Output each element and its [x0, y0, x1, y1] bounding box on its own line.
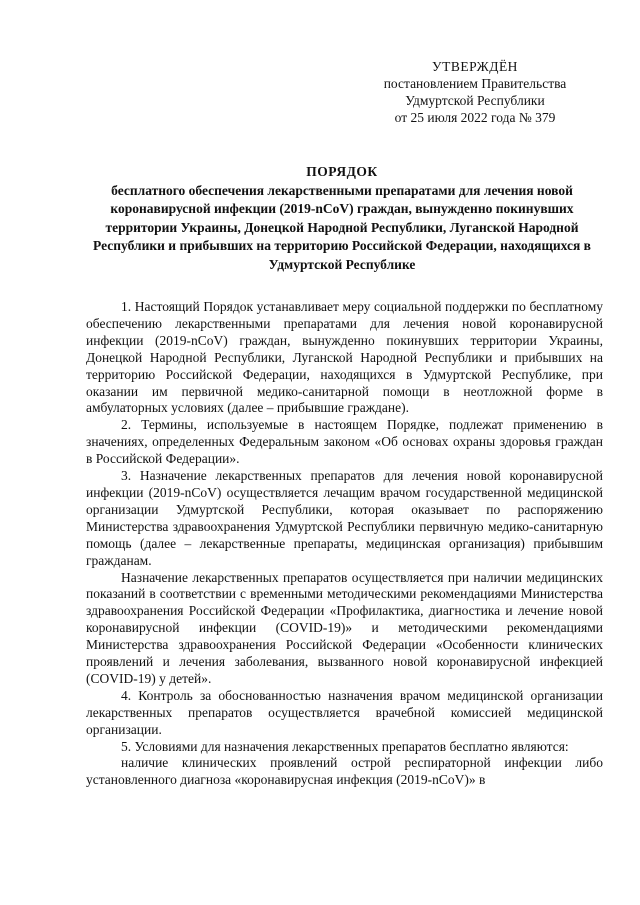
document-title: ПОРЯДОК — [306, 164, 378, 179]
paragraph-3: 3. Назначение лекарственных препаратов для лечения новой коронавирусной инфекции (2019-nCoV) осуществляется лечащим врачом государственной медицинской организации Удмуртской Республики, которая оказывает по распоряжению Министерства здравоохранения Удмуртской Республики первичную медико-санитарную помощь (далее – лекарственные препараты, медицинская организация) прибывшим гражданам. — [86, 468, 603, 568]
paragraph-6: 5. Условиями для назначения лекарственных препаратов бесплатно являются: — [121, 738, 569, 754]
approval-title: УТВЕРЖДЁН — [432, 59, 518, 74]
document-subtitle: бесплатного обеспечения лекарственными препаратами для лечения новой коронавирусной инфекции (2019-nCoV) граждан, вынужденно покинувших территории Украины, Донецкой Народной Республики, Луганской Народной Республики и прибывших на территорию Российской Федерации, находящихся в Удмуртской Республике — [93, 182, 591, 272]
paragraph-4: Назначение лекарственных препаратов осуществляется при наличии медицинских показаний в соответствии с временными методическими рекомендациями Министерства здравоохранения Российской Федерации «Профилактика, диагностика и лечение новой коронавирусной инфекции (COVID-19)» и методическими рекомендациями Министерства здравоохранения Российской Федерации «Особенности клинических проявлений и лечения заболевания, вызванного новой коронавирусной инфекцией (COVID-19) у детей». — [86, 569, 603, 686]
approval-line-1: постановлением Правительства — [383, 76, 567, 91]
approval-line-3: от 25 июля 2022 года № 379 — [394, 110, 556, 125]
document-body — [86, 299, 603, 789]
paragraph-5: 4. Контроль за обоснованностью назначения врачом медицинской организации лекарственных препаратов осуществляется врачебной комиссией медицинской организации. — [86, 687, 603, 737]
paragraph-1: 1. Настоящий Порядок устанавливает меру социальной поддержки по бесплатному обеспечению лекарственными препаратами для лечения новой коронавирусной инфекции (2019-nCoV) граждан, вынужденно покинувших территории Украины, Донецкой Народной Республики, Луганской Народной Республики и прибывших на территорию Российской Федерации, находящихся в Удмуртской Республике, при оказании им первичной медико-санитарной помощи в неотложной форме в амбулаторных условиях (далее – прибывшие граждане). — [86, 299, 603, 416]
approval-stamp — [360, 58, 590, 126]
paragraph-7: наличие клинических проявлений острой респираторной инфекции либо установленного диагноза «коронавирусная инфекция (2019-nCoV)» в — [86, 755, 603, 788]
approval-line-2: Удмуртской Республики — [405, 93, 545, 108]
document-heading — [80, 163, 604, 274]
paragraph-2: 2. Термины, используемые в настоящем Порядке, подлежат применению в значениях, определенных Федеральным законом «Об основах охраны здоровья граждан в Российской Федерации». — [86, 417, 603, 467]
